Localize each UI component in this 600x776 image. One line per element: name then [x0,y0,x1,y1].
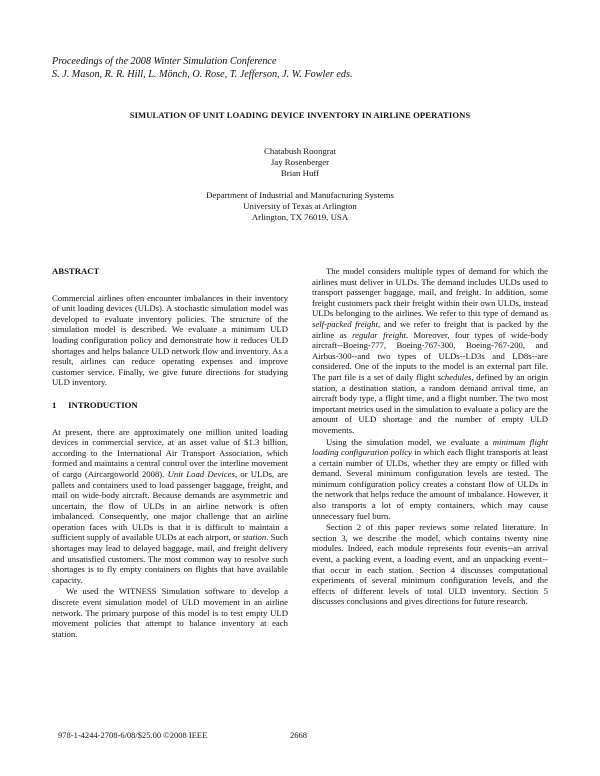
abstract-heading: ABSTRACT [52,266,100,276]
proceedings-header [52,56,353,81]
section-heading-introduction [52,400,288,411]
author-3: Brian Huff [280,168,320,178]
right-paragraph-3: Section 2 of this paper reviews some related literature. In section 3, we describe the model, which contains twenty nine modules. Indeed, each module represents four events--an arrival event, a packing event, a loading event, and an unpacking event--that occur in each station. Section 4 discusses computational experiments of several minimum configuration levels, and the effects of different levels of total ULD inventory. Section 5 discusses conclusions and gives directions for future research. [312,522,548,607]
section-number: 1 [52,399,57,410]
proceedings-line-2: S. J. Mason, R. R. Hill, L. Mönch, O. Rose, T. Jefferson, J. W. Fowler eds. [52,68,353,80]
intro-paragraph-2: We used the WITNESS Simulation software to develop a discrete event simulation model of ULD movement in an airline network. The primary purpose of this model is to test empty ULD movement policies that attempt to balance inventory at each station. [52,586,288,639]
affiliation [0,190,600,223]
abstract-text: Commercial airlines often encounter imbalances in their inventory of unit loading devices (ULDs). A stochastic simulation model was developed to evaluate inventory policies. The structure of the simulation model is described. We evaluate a minimum ULD loading configuration policy and demonstrate how it reduces ULD shortages and helps balance ULD network flow and inventory. As a result, airlines can reduce operating expenses and improve customer service. Finally, we give future directions for studying ULD inventory. [52,292,288,388]
affiliation-university: University of Texas at Arlington [243,201,357,211]
intro-paragraph-1: At present, there are approximately one million united loading devices in commercial service, at an asset value of $1.3 billion, according to the International Air Transport Association, which formed and maintains a central control over the interline movement of cargo (Aircargoworld 2008). Unit Load Devices, or ULDs, are pallets and containers used to load passenger baggage, freight, and mail on wide-body aircraft. Because demands are asymmetric and uncertain, the flow of ULDs in an airline network is often imbalanced. Consequently, one major challenge that an airline operation faces with ULDs is that it is difficult to maintain a sufficient supply of available ULDs at each airport, or station. Such shortages may lead to delayed baggage, mail, and freight delivery and unsatisfied customers. The most common way to resolve such shortages is to fly empty containers on flights that have available capacity. [52,426,289,585]
copyright-footer: 978-1-4244-2708-6/08/$25.00 ©2008 IEEE [58,730,208,740]
right-paragraph-1: The model considers multiple types of demand for which the airlines must deliver in ULDs. The demand includes ULDs used to transport passenger baggage, mail, and freight. In addition, some freight customers pack their freight within their own ULDs, instead ULDs belonging to the airlines. We refer to this type of demand as self-packed freight, and we refer to freight that is packed by the airline as regular freight. Moreover, four types of wide-body aircraft--Boeing-777, Boeing-767-300, Boeing-767-200, and Airbus-300--and two types of ULDs--LD3s and LD8s--are considered. One of the inputs to the model is an external part file. The part file is a set of daily flight schedules, defined by an origin station, a destination station, a random demand arrival time, an aircraft body type, a flight time, and a flight number. The two most important metrics used in the simulation to evaluate a policy are the amount of ULD shortage and the number of empty ULD movements. [312,266,548,435]
author-2: Jay Rosenberger [270,157,330,167]
paper-title: SIMULATION OF UNIT LOADING DEVICE INVENTORY IN AIRLINE OPERATIONS [129,110,471,120]
page-number: 2668 [290,730,307,740]
right-column [312,266,548,607]
section-title: INTRODUCTION [68,399,138,410]
affiliation-department: Department of Industrial and Manufacturing Systems [206,190,394,200]
right-paragraph-2: Using the simulation model, we evaluate a minimum flight loading configuration policy in which each flight transports at least a certain number of ULDs, whether they are empty or filled with demand. Several minimum configuration levels are tested. The minimum configuration policy creates a constant flow of ULDs in the network that helps reduce the amount of imbalance. However, it also transports a lot of empty containers, which may cause unnecessary fuel burn. [312,436,548,521]
author-1: Chatabush Roongrat [263,146,337,156]
affiliation-address: Arlington, TX 76019, USA [251,212,349,222]
author-list [0,146,600,179]
proceedings-line-1: Proceedings of the 2008 Winter Simulation Conference [52,56,277,67]
left-column [52,266,288,639]
